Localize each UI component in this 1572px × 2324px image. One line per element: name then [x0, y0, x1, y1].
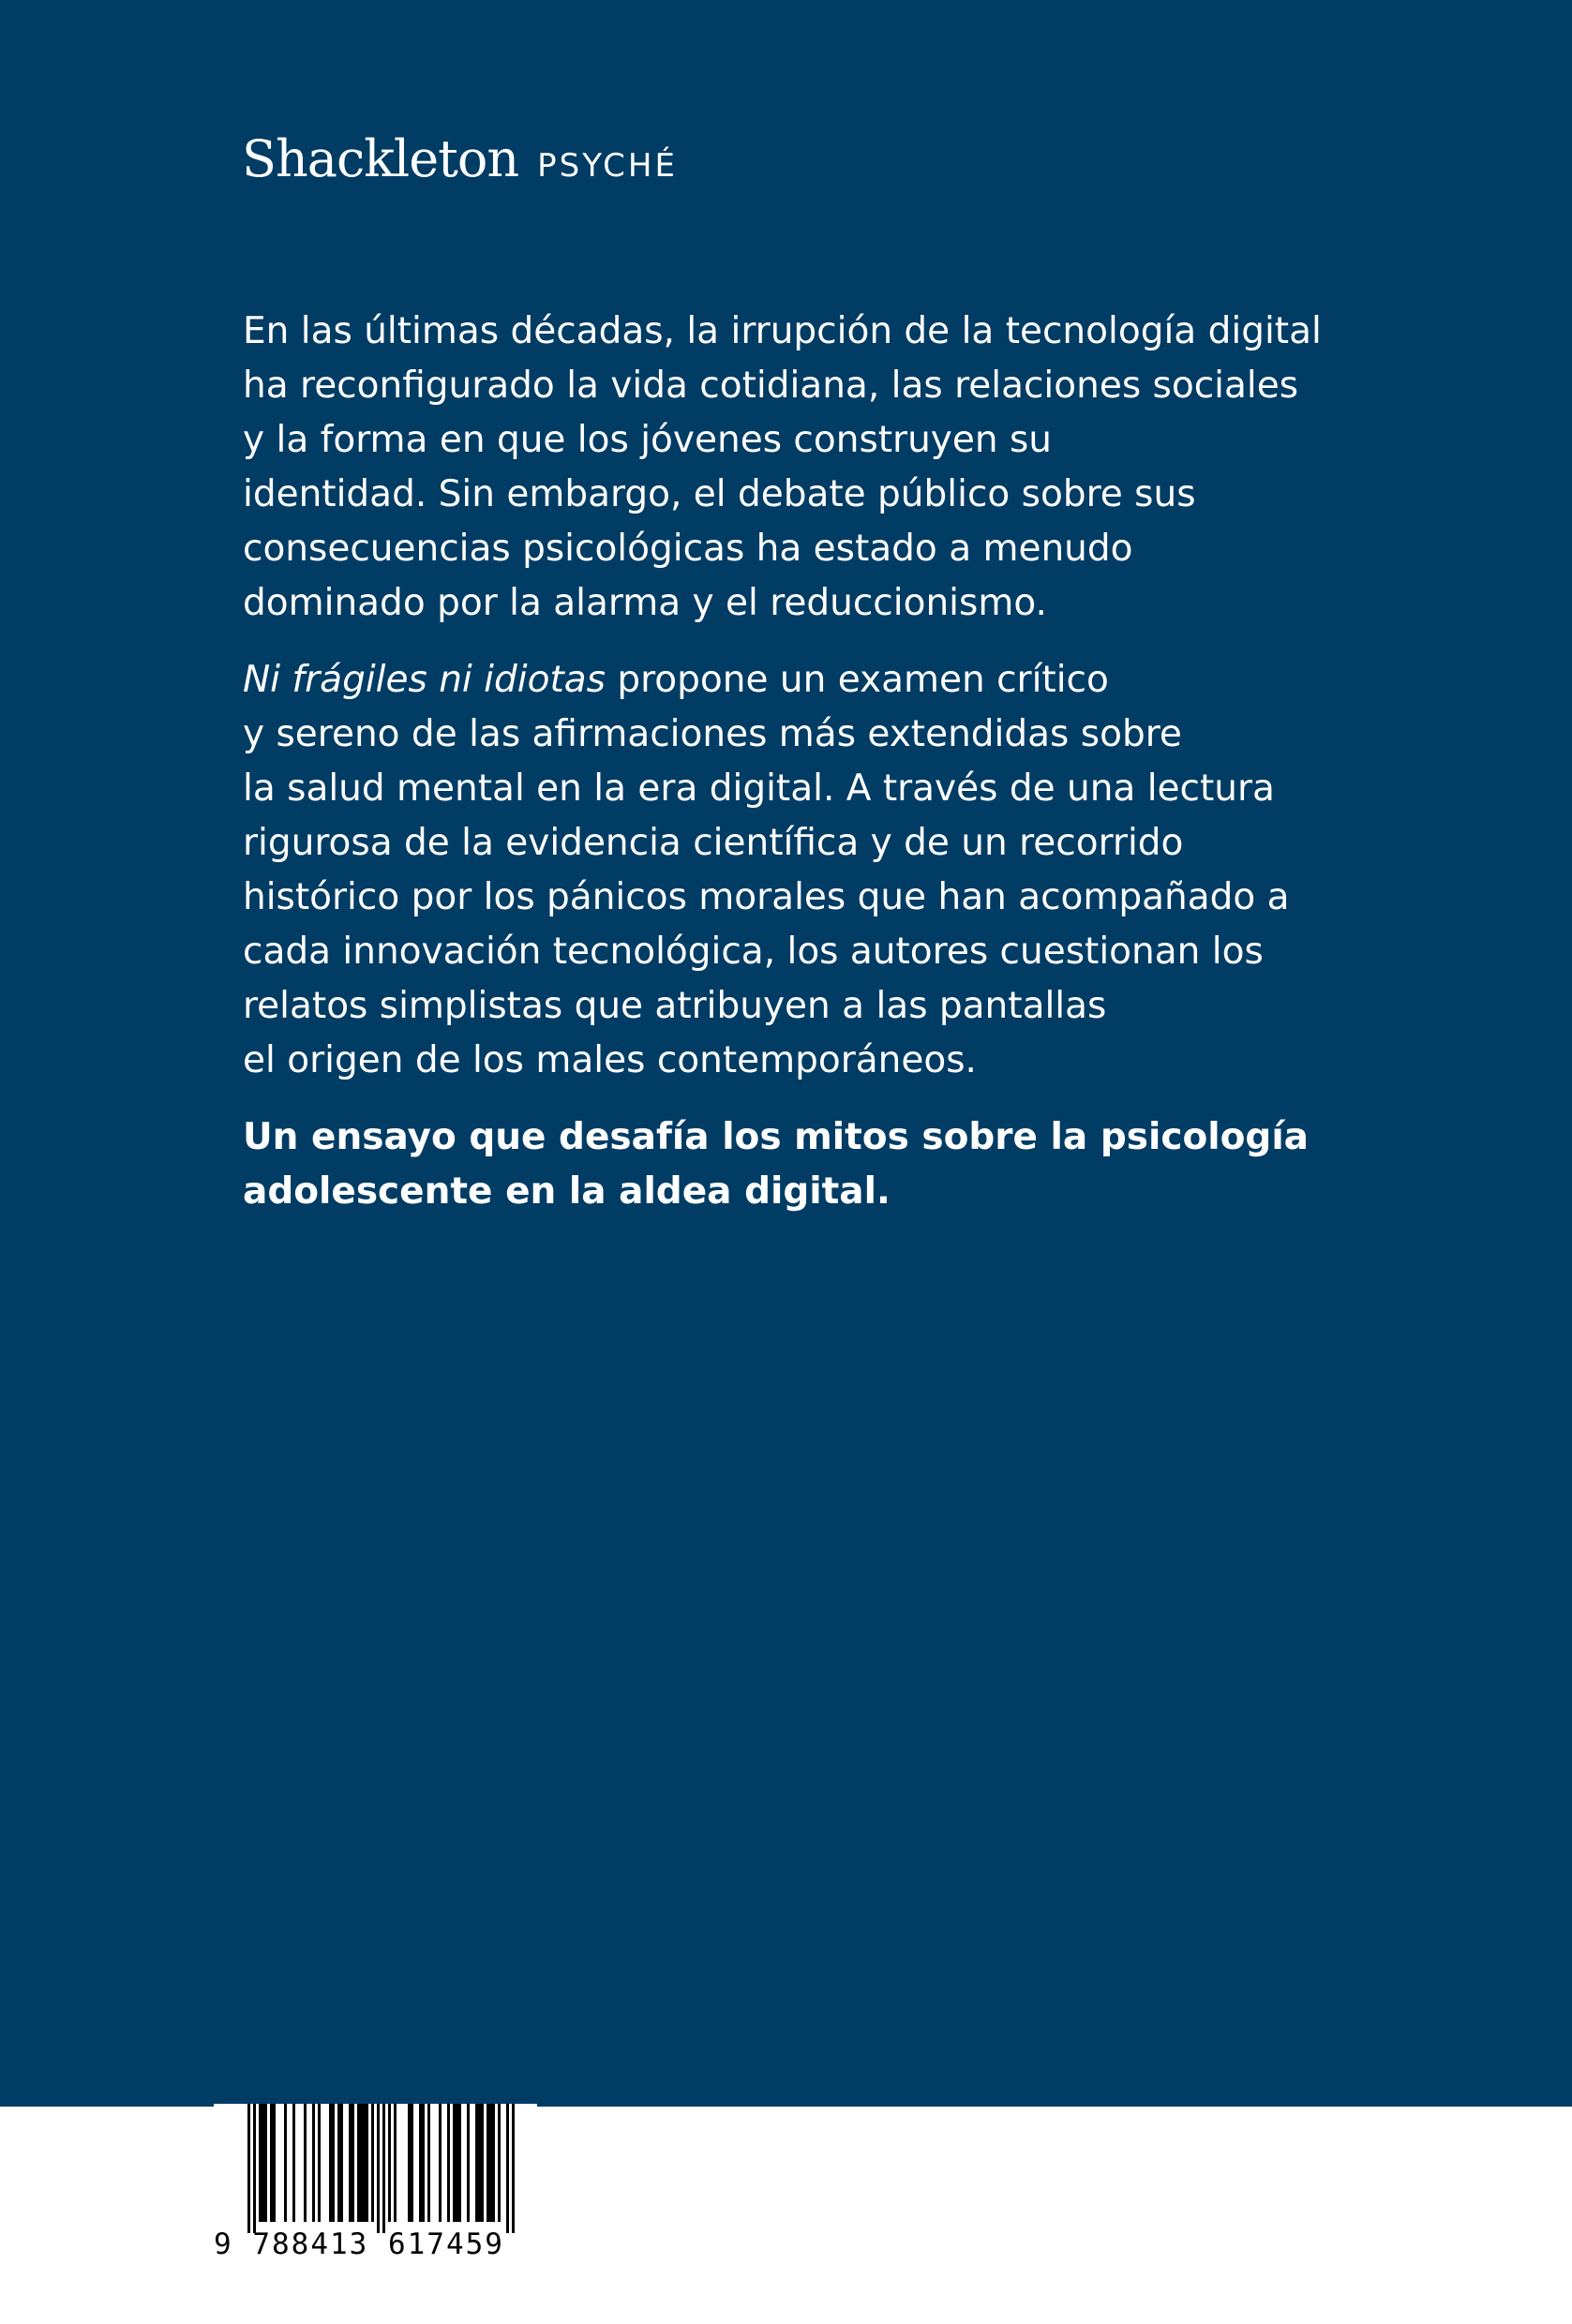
- barcode-bar: [284, 2104, 287, 2222]
- barcode-bar: [498, 2104, 501, 2222]
- barcode-bar: [492, 2104, 495, 2222]
- barcode-bar: [408, 2104, 411, 2222]
- blurb-line: consecuencias psicológicas ha estado a menudo: [243, 528, 1133, 570]
- barcode-bar: [363, 2104, 366, 2222]
- tagline: [243, 1110, 1349, 1219]
- blurb-line: el origen de los males contemporáneos.: [243, 1039, 977, 1081]
- barcode-bar: [247, 2104, 250, 2233]
- barcode-bar: [489, 2104, 492, 2222]
- barcode-bar: [467, 2104, 470, 2222]
- barcode-bar: [456, 2104, 458, 2222]
- barcode: [214, 2104, 537, 2277]
- barcode-bar: [411, 2104, 413, 2222]
- barcode-bar: [506, 2104, 509, 2233]
- barcode-bar: [388, 2104, 391, 2222]
- barcode-bar: [357, 2104, 360, 2222]
- barcode-bar: [366, 2104, 368, 2222]
- barcode-icon: [214, 2104, 537, 2235]
- blurb-line: y la forma en que los jóvenes construyen su: [243, 419, 1053, 461]
- barcode-bar: [371, 2104, 374, 2222]
- barcode-bar: [349, 2104, 352, 2222]
- barcode-bar: [253, 2104, 256, 2233]
- barcode-bar: [360, 2104, 363, 2222]
- publisher-logo: [242, 129, 678, 188]
- blurb-paragraph-1: [243, 305, 1349, 631]
- blurb-line: [243, 653, 1349, 708]
- blurb-line: dominado por la alarma y el reduccionismo.: [243, 582, 1047, 624]
- barcode-bar: [270, 2104, 273, 2222]
- barcode-bar: [332, 2104, 335, 2222]
- blurb-line: y sereno de las afirmaciones más extendidas sobre: [243, 713, 1182, 755]
- barcode-bar: [422, 2104, 425, 2222]
- blurb-line: histórico por los pánicos morales que han acompañado a: [243, 876, 1290, 918]
- book-title: Ni frágiles ni idiotas: [243, 659, 606, 701]
- tagline-line: Un ensayo que desafía los mitos sobre la psicología: [243, 1116, 1309, 1158]
- blurb-line: la salud mental en la era digital. A través de una lectura: [243, 767, 1275, 810]
- barcode-bar: [419, 2104, 422, 2222]
- blurb: [243, 305, 1349, 1242]
- barcode-bar: [312, 2104, 315, 2222]
- barcode-bar: [318, 2104, 321, 2222]
- barcode-bar: [382, 2104, 385, 2233]
- barcode-bar: [262, 2104, 264, 2222]
- barcode-bar: [512, 2104, 515, 2233]
- blurb-line: ha reconfigurado la vida cotidiana, las relaciones sociales: [243, 365, 1299, 407]
- barcode-bar: [487, 2104, 489, 2222]
- tagline-line: adolescente en la aldea digital.: [243, 1170, 891, 1213]
- barcode-bar: [475, 2104, 478, 2222]
- barcode-bar: [340, 2104, 343, 2222]
- barcode-bar: [481, 2104, 484, 2222]
- blurb-line: identidad. Sin embargo, el debate público sobre sus: [243, 473, 1196, 515]
- blurb-line: relatos simplistas que atribuyen a las pantallas: [243, 985, 1107, 1027]
- barcode-bar: [273, 2104, 276, 2222]
- blurb-paragraph-2: [243, 653, 1349, 1088]
- publisher-series: PSYCHÉ: [537, 147, 678, 185]
- barcode-bar: [394, 2104, 397, 2222]
- barcode-bar: [458, 2104, 461, 2222]
- barcode-bar: [352, 2104, 354, 2222]
- barcode-bar: [427, 2104, 430, 2222]
- barcode-bar: [478, 2104, 481, 2222]
- barcode-bar: [292, 2104, 295, 2222]
- barcode-bar: [264, 2104, 267, 2222]
- publisher-brand: Shackleton: [242, 129, 519, 188]
- blurb-line: cada innovación tecnológica, los autores cuestionan los: [243, 931, 1264, 973]
- barcode-bar: [439, 2104, 442, 2222]
- barcode-bar: [337, 2104, 340, 2222]
- barcode-bar: [377, 2104, 380, 2233]
- barcode-bar: [453, 2104, 456, 2222]
- blurb-line: En las últimas décadas, la irrupción de la tecnología digital: [243, 310, 1322, 352]
- barcode-bar: [329, 2104, 332, 2222]
- barcode-bar: [259, 2104, 262, 2222]
- isbn-number: 9 788413 617459: [214, 2227, 504, 2261]
- barcode-bar: [447, 2104, 450, 2222]
- blurb-line-rest: propone un examen crítico: [605, 659, 1109, 701]
- blurb-line: rigurosa de la evidencia científica y de un recorrido: [243, 822, 1184, 864]
- barcode-bar: [304, 2104, 307, 2222]
